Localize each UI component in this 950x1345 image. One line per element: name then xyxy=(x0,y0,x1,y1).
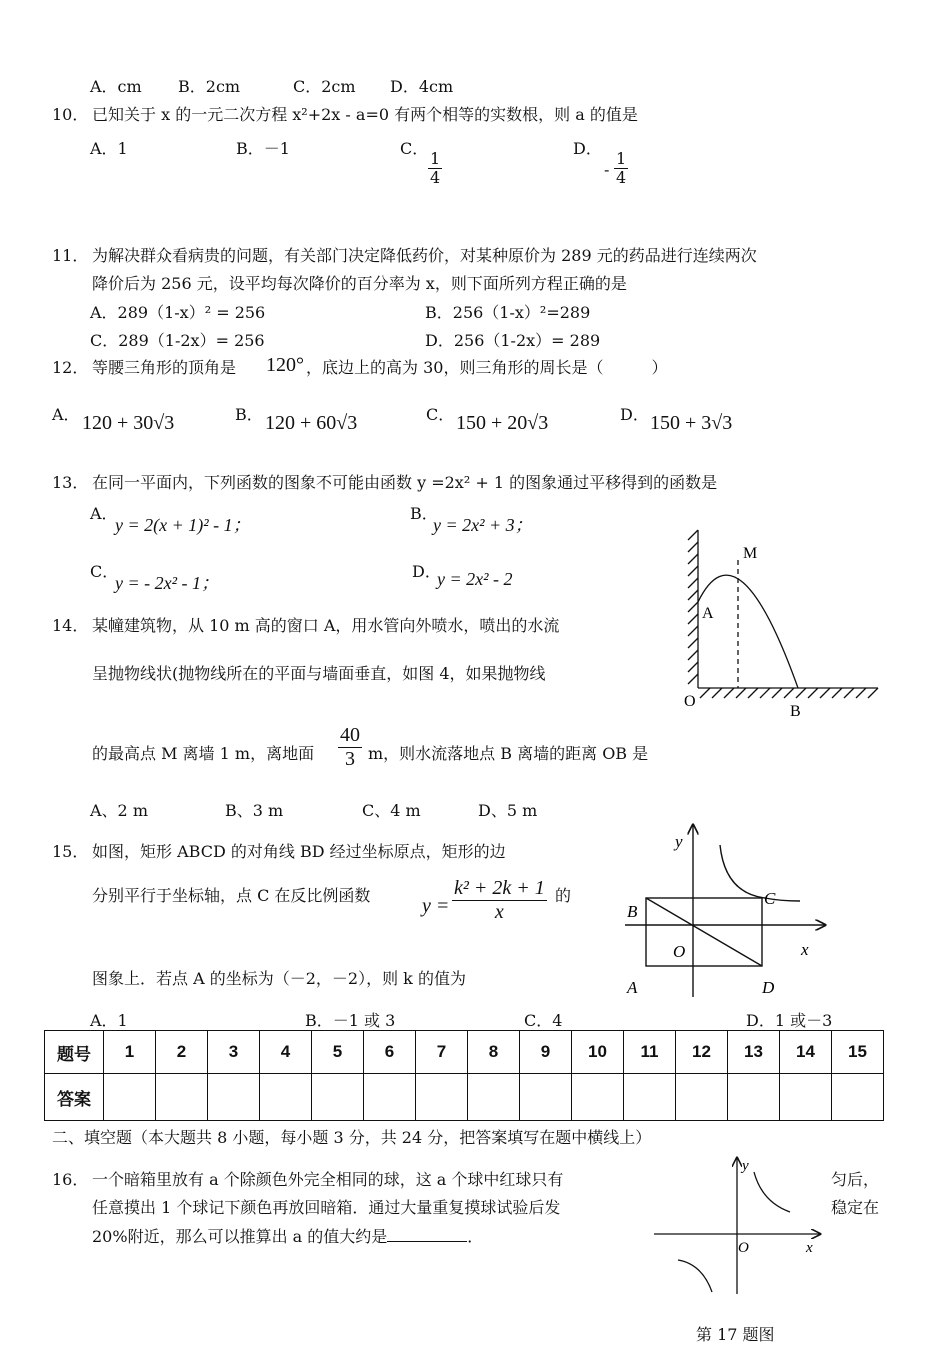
answer-cell[interactable] xyxy=(676,1074,728,1121)
q13-option-c-expr: y = - 2x² - 1； xyxy=(115,573,220,593)
question-number-cell: 2 xyxy=(156,1031,208,1074)
q10-option-b: B．－1 xyxy=(236,139,290,158)
answer-cell[interactable] xyxy=(572,1074,624,1121)
q12-stem-a: 等腰三角形的顶角是 xyxy=(92,358,237,377)
q14-option-d: D、5 m xyxy=(478,801,538,820)
question-number-cell: 7 xyxy=(416,1031,468,1074)
q11-line2: 降价后为 256 元，设平均每次降价的百分率为 x，则下面所列方程正确的是 xyxy=(92,274,627,293)
hyperbola-branch-first-quadrant xyxy=(754,1172,790,1212)
answer-cell[interactable] xyxy=(624,1074,676,1121)
q13-option-a-expr: y = 2(x + 1)² - 1； xyxy=(115,515,251,535)
q16-answer-blank[interactable] xyxy=(387,1241,467,1242)
answer-cell[interactable] xyxy=(780,1074,832,1121)
q14-line3b: m，则水流落地点 B 离墙的距离 OB 是 xyxy=(368,744,649,763)
q17-figure-caption: 第 17 题图 xyxy=(696,1325,775,1344)
question-number-cell: 8 xyxy=(468,1031,520,1074)
q12-option-d-expr: 150 + 3√3 xyxy=(650,412,733,434)
q14-option-a: A、2 m xyxy=(90,801,148,820)
question-number-header: 题号 xyxy=(45,1031,104,1074)
q13-option-d-label: D． xyxy=(412,562,441,581)
q14-fraction xyxy=(338,724,362,771)
q10-option-c-fraction xyxy=(428,150,442,188)
q15-function-lhs: y = xyxy=(422,895,450,917)
q10-stem: 已知关于 x 的一元二次方程 x²+2x - a=0 有两个相等的实数根，则 a 的值是 xyxy=(92,105,638,124)
point-d-label: D xyxy=(762,978,775,997)
answer-header: 答案 xyxy=(45,1074,104,1121)
q12-option-d-label: D． xyxy=(620,405,649,424)
q14-line1: 某幢建筑物，从 10 m 高的窗口 A，用水管向外喷水，喷出的水流 xyxy=(92,616,560,635)
fraction-denominator: 4 xyxy=(430,168,441,188)
q16-line2-tail: 稳定在 xyxy=(831,1198,880,1217)
hyperbola-branch-third-quadrant xyxy=(678,1260,712,1292)
q15-line3: 图象上．若点 A 的坐标为（－2，－2），则 k 的值为 xyxy=(92,969,466,988)
question-number-cell: 13 xyxy=(728,1031,780,1074)
q10-number: 10． xyxy=(52,105,89,124)
question-number-cell: 12 xyxy=(676,1031,728,1074)
q12-option-b-expr: 120 + 60√3 xyxy=(265,412,358,434)
q15-line2b: 的 xyxy=(555,886,572,905)
q11-option-b: B．256（1-x）²=289 xyxy=(425,303,591,322)
q14-line3a: 的最高点 M 离墙 1 m，离地面 xyxy=(92,744,315,763)
q11-number: 11． xyxy=(52,246,89,265)
diagonal-bd xyxy=(646,898,762,966)
q13-option-b-expr: y = 2x² + 3； xyxy=(433,515,533,535)
q15-rectangle-figure xyxy=(615,815,835,1005)
question-number-cell: 15 xyxy=(832,1031,884,1074)
q11-option-d: D．256（1-2x）= 289 xyxy=(425,331,601,350)
fraction-numerator: 40 xyxy=(340,724,360,746)
fraction-denominator: x xyxy=(494,901,504,923)
q9-option-d: D．4cm xyxy=(390,77,454,96)
q10-option-d: D． xyxy=(573,139,602,158)
q15-option-c: C．4 xyxy=(524,1011,563,1030)
fraction-numerator: 1 xyxy=(430,149,441,168)
answer-table-header-row xyxy=(45,1031,884,1074)
answer-cell[interactable] xyxy=(832,1074,884,1121)
q12-option-b-label: B． xyxy=(235,405,263,424)
q12-option-a-label: A． xyxy=(52,405,80,424)
origin-label: O xyxy=(738,1240,749,1256)
fraction-denominator: 3 xyxy=(345,748,355,770)
q15-option-a: A．1 xyxy=(90,1011,128,1030)
q13-number: 13． xyxy=(52,473,89,492)
question-number-cell: 4 xyxy=(260,1031,312,1074)
answer-cell[interactable] xyxy=(312,1074,364,1121)
hyperbola-branch xyxy=(720,845,800,901)
question-number-cell: 9 xyxy=(520,1031,572,1074)
point-m-label: M xyxy=(743,545,758,562)
q9-option-a: A．cm xyxy=(90,77,142,96)
q15-line1: 如图，矩形 ABCD 的对角线 BD 经过坐标原点，矩形的边 xyxy=(92,842,506,861)
answer-cell[interactable] xyxy=(728,1074,780,1121)
q16-line3-end: ． xyxy=(467,1227,484,1246)
answer-cell[interactable] xyxy=(468,1074,520,1121)
q11-option-a: A．289（1-x）² = 256 xyxy=(90,303,266,322)
point-b-label: B xyxy=(790,703,801,720)
q12-option-c-expr: 150 + 20√3 xyxy=(456,412,549,434)
q16-line3 xyxy=(92,1224,483,1247)
answer-table-answer-row xyxy=(45,1074,884,1121)
question-number-cell: 1 xyxy=(104,1031,156,1074)
q15-number: 15． xyxy=(52,842,89,861)
q13-stem: 在同一平面内，下列函数的图象不可能由函数 y =2x² + 1 的图象通过平移得到的函数是 xyxy=(92,473,718,492)
fraction-numerator: 1 xyxy=(616,149,627,168)
q15-function-fraction xyxy=(452,877,547,924)
answer-table xyxy=(44,1030,884,1121)
question-number-cell: 14 xyxy=(780,1031,832,1074)
q11-line1: 为解决群众看病贵的问题，有关部门决定降低药价，对某种原价为 289 元的药品进行连续两次 xyxy=(92,246,757,265)
q14-option-b: B、3 m xyxy=(225,801,284,820)
q12-angle: 120° xyxy=(266,354,304,376)
x-axis-label: x xyxy=(801,940,809,959)
answer-cell[interactable] xyxy=(416,1074,468,1121)
answer-cell[interactable] xyxy=(520,1074,572,1121)
q14-option-c: C、4 m xyxy=(362,801,421,820)
q16-line1-tail: 匀后， xyxy=(831,1170,880,1189)
answer-cell[interactable] xyxy=(156,1074,208,1121)
q13-option-b-label: B． xyxy=(410,504,438,523)
point-b-label: B xyxy=(627,902,638,921)
q14-line2: 呈抛物线状(抛物线所在的平面与墙面垂直，如图 4，如果抛物线 xyxy=(92,664,546,683)
point-c-label: C xyxy=(764,889,776,908)
answer-cell[interactable] xyxy=(104,1074,156,1121)
question-number-cell: 5 xyxy=(312,1031,364,1074)
q15-option-d: D．1 或－3 xyxy=(746,1011,833,1030)
q16-line2: 任意摸出 1 个球记下颜色再放回暗箱．通过大量重复摸球试验后发 xyxy=(92,1198,561,1217)
q16-line3-text: 20%附近，那么可以推算出 a 的值大约是 xyxy=(92,1227,388,1246)
answer-cell[interactable] xyxy=(260,1074,312,1121)
fraction-denominator: 4 xyxy=(616,168,627,188)
ground-hatching xyxy=(700,688,878,698)
x-axis-label: x xyxy=(806,1240,813,1256)
question-number-cell: 10 xyxy=(572,1031,624,1074)
origin-label: O xyxy=(673,942,686,961)
q10-option-d-sign: - xyxy=(604,160,610,179)
point-o-label: O xyxy=(684,693,696,710)
q14-number: 14． xyxy=(52,616,89,635)
q9-option-c: C．2cm xyxy=(293,77,356,96)
q15-option-b: B．－1 或 3 xyxy=(305,1011,396,1030)
q16-line1: 一个暗箱里放有 a 个除颜色外完全相同的球，这 a 个球中红球只有 xyxy=(92,1170,564,1189)
point-a-label: A xyxy=(627,978,638,997)
point-a-label: A xyxy=(702,605,714,622)
answer-cell[interactable] xyxy=(364,1074,416,1121)
wall-hatching xyxy=(688,530,698,684)
answer-cell[interactable] xyxy=(208,1074,260,1121)
q10-option-d-fraction xyxy=(614,150,628,188)
q12-number: 12． xyxy=(52,358,89,377)
q10-option-a: A．1 xyxy=(90,139,128,158)
q15-line2: 分别平行于坐标轴，点 C 在反比例函数 xyxy=(92,886,371,905)
q9-option-b: B．2cm xyxy=(178,77,241,96)
question-number-cell: 6 xyxy=(364,1031,416,1074)
y-axis-label: y xyxy=(675,832,683,851)
q12-stem-b: ，底边上的高为 30，则三角形的周长是（ ） xyxy=(306,358,668,377)
q10-option-c: C． xyxy=(400,139,429,158)
q13-option-a-label: A． xyxy=(90,504,118,523)
question-number-cell: 11 xyxy=(624,1031,676,1074)
q13-option-d-expr: y = 2x² - 2 xyxy=(437,569,513,589)
q12-option-a-expr: 120 + 30√3 xyxy=(82,412,175,434)
q14-parabola-figure xyxy=(680,520,885,725)
q13-option-c-label: C． xyxy=(90,562,119,581)
q17-hyperbola-figure xyxy=(650,1152,825,1297)
section2-title: 二、填空题（本大题共 8 小题，每小题 3 分，共 24 分，把答案填写在题中横线上） xyxy=(52,1128,652,1147)
water-parabola xyxy=(698,575,798,688)
q12-option-c-label: C． xyxy=(426,405,455,424)
q16-number: 16． xyxy=(52,1170,89,1189)
fraction-numerator: k² + 2k + 1 xyxy=(454,877,545,899)
q11-option-c: C．289（1-2x）= 256 xyxy=(90,331,265,350)
question-number-cell: 3 xyxy=(208,1031,260,1074)
y-axis-label: y xyxy=(742,1158,749,1174)
